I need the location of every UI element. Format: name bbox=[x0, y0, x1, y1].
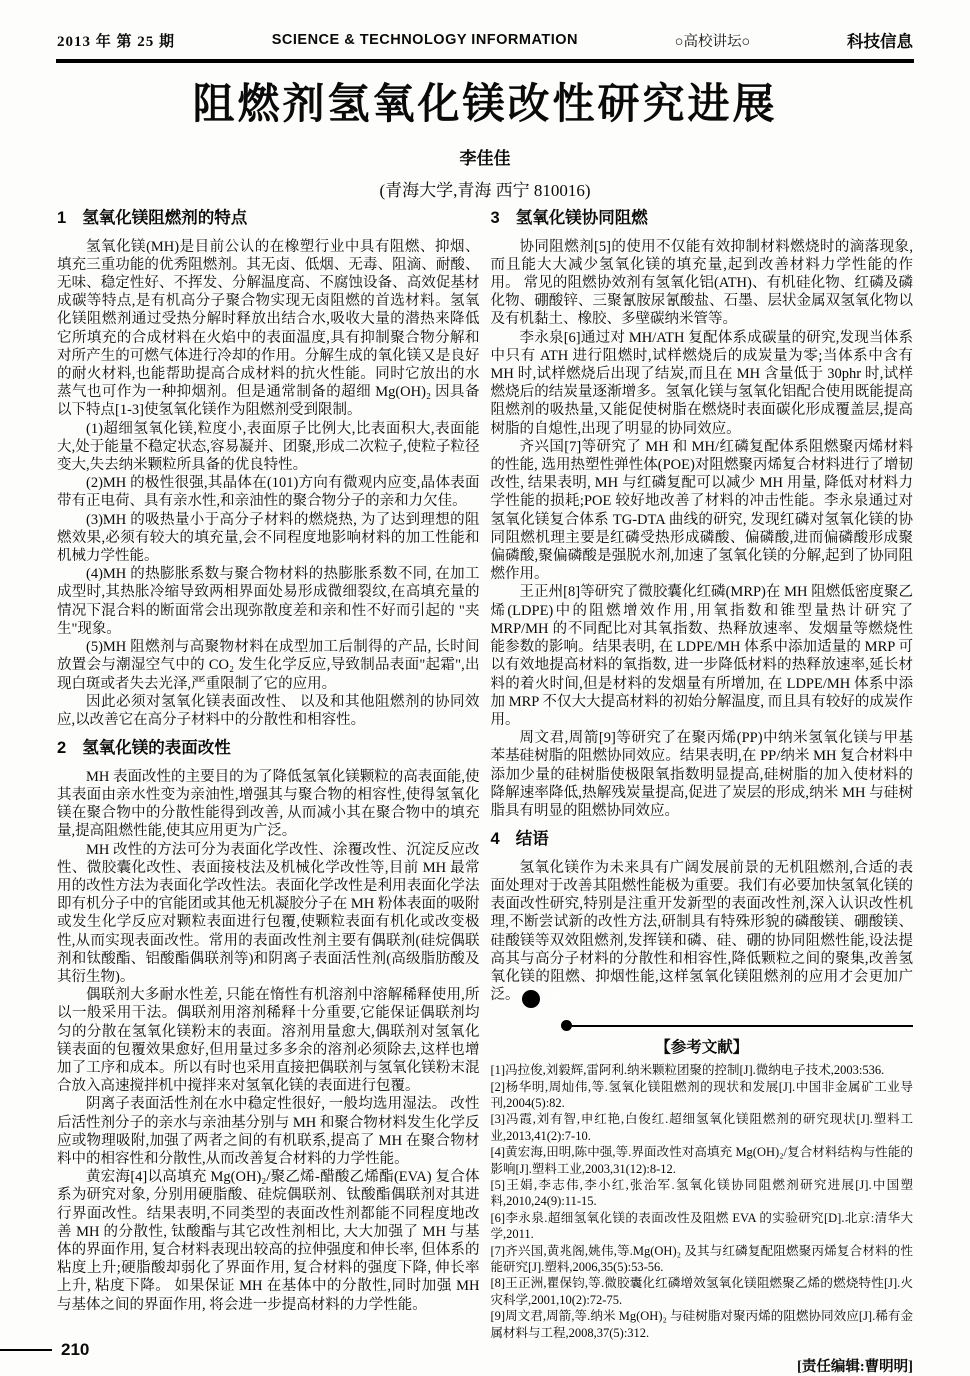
divider-dot bbox=[561, 1020, 572, 1031]
conclusion-paragraph bbox=[491, 859, 914, 1008]
paragraph: 王正州[8]等研究了微胶囊化红磷(MRP)在 MH 阻燃低密度聚乙烯(LDPE)中的阻燃增效作用,用氧指数和锥型量热计研究了 MRP/MH 的不同配比对其氧指数、热释放速率、发烟量等燃烧性能参数的影响。结果表明, 在 LDPE/MH 体系中添加适量的 MRP 可以有效地提高材料的氧指数, 进一步降低材料的热释放速率,延长材料的着火时间,但是材料的发烟量有所增加, 在 LDPE/MH 体系中添加 MRP 不仅大大提高材料的初始分解温度, 而且具有较好的成炭作用。 bbox=[490, 584, 913, 728]
section-3-paragraphs bbox=[491, 238, 914, 821]
section-1-title: 氢氧化镁阻燃剂的特点 bbox=[82, 209, 248, 227]
article-affiliation: (青海大学,青海 西宁 810016) bbox=[379, 181, 591, 201]
section-3-number: 3 bbox=[490, 209, 500, 227]
reference-item: [5]王娟,李志伟,李小红,张治军.氢氧化镁协同阻燃剂研究进展[J].中国塑料,2010,24(9):11-15. bbox=[490, 1178, 913, 1209]
divider-line bbox=[572, 1025, 914, 1027]
section-3-title: 氢氧化镁协同阻燃 bbox=[515, 209, 648, 227]
reference-item: [6]李永泉.超细氢氧化镁的表面改性及阻燃 EVA 的实验研究[D].北京:清华大学,2011. bbox=[490, 1210, 913, 1242]
paragraph: MH 表面改性的主要目的为了降低氢氧化镁颗粒的高表面能,使其表面由亲水性变为亲油性,增强其与聚合物的相容性,使得氢氧化镁在聚合物中的分散性能得到改善, 从而减小其在聚合物中的填充量,提高阻燃性能,使其应用更为广泛。 bbox=[57, 768, 480, 840]
paragraph: 因此必须对氢氧化镁表面改性、 以及和其他阻燃剂的协同效应,以改善它在高分子材料中的分散性和相容性。 bbox=[57, 693, 480, 728]
paragraph: (1)超细氢氧化镁,粒度小,表面原子比例大,比表面积大,表面能大,处于能量不稳定状态,容易凝并、团聚,形成二次粒子,使粒子粒径变大,失去纳米颗粒所具备的优良特性。 bbox=[57, 420, 480, 474]
paragraph: 偶联剂大多耐水性差, 只能在惰性有机溶剂中溶解稀释使用,所以一般采用干法。偶联剂用溶剂稀释十分重要,它能保证偶联剂均匀的分散在氢氧化镁粉末的表面。溶剂用量愈大,偶联剂对氢氧化镁表面的包覆效果愈好,但用量过多多余的溶剂必须除去,这样也增加了工序和成本。所以有时也采用直接把偶联剂与氢氧化镁粉末混合放入高速搅拌机中搅拌来对氢氧化镁的表面进行包覆。 bbox=[57, 987, 480, 1095]
section-4-heading bbox=[491, 829, 914, 850]
editor-credit: [责任编辑:曹明明] bbox=[797, 1359, 913, 1376]
paragraph: 氢氧化镁(MH)是目前公认的在橡塑行业中具有阻燃、抑烟、填充三重功能的优秀阻燃剂。其无卤、低烟、无毒、阻滴、耐酸、无味、稳定性好、不挥发、分解温度高、不腐蚀设备、高效促基材成碳等特点,是有机高分子聚合物实现无卤阻燃的首选材料。氢氧化镁阻燃剂通过受热分解时释放出结合水,吸收大量的潜热来降低它所填充的合成材料在火焰中的表面温度,具有抑制聚合物分解和对所产生的可燃气体进行冷却的作用。分解生成的氧化镁又是良好的耐火材料,也能帮助提高合成材料的抗火性能。同时它放出的水蒸气也可作为一种抑烟剂。但是通常制备的超细 Mg(OH)₂ 因具备以下特点[1-3]使氢氧化镁作为阻燃剂受到限制。 bbox=[57, 238, 480, 419]
section-2-number: 2 bbox=[57, 739, 67, 758]
section-1-number: 1 bbox=[57, 209, 67, 227]
paragraph: 协同阻燃剂[5]的使用不仅能有效抑制材料燃烧时的滴落现象, 而且能大大减少氢氧化镁的填充量,起到改善材料力学性能的作用。 常见的阻燃协效剂有氢氧化铝(ATH)、有机硅化物、红磷及磷化物、硼酸锌、三聚氰胺尿氰酸盐、石墨、层状金属双氢氧化物以及有机黏土、橡胶、多壁碳纳米管等。 bbox=[490, 238, 913, 328]
article-author: 李佳佳 bbox=[459, 149, 511, 169]
right-column bbox=[491, 206, 914, 1376]
section-4-number: 4 bbox=[490, 830, 500, 849]
reference-item: [3]冯霞,刘有智,申红艳,白俊红.超细氢氧化镁阻燃剂的研究现状[J].塑料工业,2013,41(2):7-10. bbox=[490, 1112, 913, 1143]
reference-item: [8]王正洲,瞿保钧,等.微胶囊化红磷增效氢氧化镁阻燃聚乙烯的燃烧特性[J].火灾科学,2001,10(2):72-75. bbox=[490, 1276, 913, 1307]
journal-title-en: SCIENCE & TECHNOLOGY INFORMATION bbox=[271, 32, 579, 48]
section-2-paragraphs bbox=[57, 768, 480, 1314]
reference-item: [9]周文君,周箭,等.纳米 Mg(OH)₂ 与硅树脂对聚丙烯的阻燃协同效应[J].稀有金属材料与工程,2008,37(5):312. bbox=[490, 1309, 913, 1340]
reference-item: [4]黄宏海,田明,陈中强,等.界面改性对高填充 Mg(OH)₂/复合材料结构与性能的影响[J].塑料工业,2003,31(12):8-12. bbox=[490, 1145, 913, 1176]
header-rule bbox=[56, 59, 914, 63]
conclusion-text: 氢氧化镁作为未来具有广阔发展前景的无机阻燃剂,合适的表面处理对于改善其阻燃性能极为重要。我们有必要加快氢氧化镁的表面改性研究,特别是注重开发新型的表面改性剂,深入认识改性机理,不断尝试新的改性方法,研制具有特殊形貌的磷酸镁、硼酸镁、硅酸镁等双效阻燃剂,发挥镁和磷、硅、硼的协同阻燃性能,设法提高其与高分子材料的分散性和相容性,降低颗粒之间的聚集,改善氢氧化镁的阻燃、抑烟性能,这样氢氧化镁阻燃剂的应用才会更加广泛。 bbox=[490, 859, 913, 1004]
section-2-title: 氢氧化镁的表面改性 bbox=[82, 739, 231, 758]
title-block bbox=[57, 80, 913, 201]
paragraph: 阴离子表面活性剂在水中稳定性很好, 一般均选用湿法。 改性后活性剂分子的亲水与亲油基分别与 MH 和聚合物材料发生化学反应或物理吸附,加强了两者之间的有机联系,提高了 MH 在聚合物材料中的相容性和分散性,从而改善复合材料的力学性能。 bbox=[57, 1096, 480, 1167]
issue-info: 2013 年 第 25 期 bbox=[57, 33, 176, 50]
reference-item: [7]齐兴国,黄兆阁,姚伟,等.Mg(OH)₂ 及其与红磷复配阻燃聚丙烯复合材料的性能研究[J].塑料,2006,35(5):53-56. bbox=[490, 1243, 913, 1275]
references-heading: 【参考文献】 bbox=[655, 1039, 749, 1057]
page-number: 210 bbox=[61, 1340, 90, 1359]
section-1-paragraphs bbox=[57, 238, 480, 729]
body-columns bbox=[57, 206, 913, 1376]
section-2-heading bbox=[57, 738, 480, 759]
paragraph: (3)MH 的吸热量小于高分子材料的燃烧热, 为了达到理想的阻燃效果,必须有较大的填充量,会不同程度地影响材料的加工性能和机械力学性能。 bbox=[57, 511, 480, 565]
end-of-article-mark: 科 bbox=[522, 990, 540, 1008]
paragraph: 周文君,周箭[9]等研究了在聚丙烯(PP)中纳米氢氧化镁与甲基苯基硅树脂的阻燃协同效应。结果表明,在 PP/纳米 MH 复合材料中添加少量的硅树脂使极限氧指数明显提高,硅树脂的加入使材料的降解速率降低,热解残炭量提高,促进了炭层的形成,纳米 MH 与硅树脂具有明显的阻燃协同效应。 bbox=[490, 730, 913, 819]
paragraph: 齐兴国[7]等研究了 MH 和 MH/红磷复配体系阻燃聚丙烯材料的性能, 选用热塑性弹性体(POE)对阻燃聚丙烯复合材料进行了增韧改性, 结果表明, MH 与红磷复配可以减少 MH 用量, 降低对材料力学性能的损耗;POE 较好地改善了材料的冲击性能。李永泉通过对氢氧化镁复合体系 TG-DTA 曲线的研究, 发现红磷对氢氧化镁的协同阻燃机理主要是红磷受热形成磷酸、偏磷酸,进而偏磷酸形成聚偏磷酸,聚偏磷酸是强脱水剂,加速了氢氧化镁的分解,起到了协同阻燃作用。 bbox=[490, 438, 913, 583]
reference-item: [2]杨华明,周灿伟,等.氢氧化镁阻燃剂的现状和发展[J].中国非金属矿工业导刊,2004(5):82. bbox=[490, 1079, 913, 1110]
references-divider bbox=[561, 1020, 914, 1031]
paragraph: (4)MH 的热膨胀系数与聚合物材料的热膨胀系数不同, 在加工成型时,其热胀冷缩导致两相界面处易形成微细裂纹,在高填充量的情况下混合料的断面常会出现弥散度差和亲和性不好而引起的 "夹生"现象。 bbox=[57, 566, 480, 637]
reference-item: [1]冯拉俊,刘毅辉,雷阿利.纳米颗粒团聚的控制[J].微纳电子技术,2003:536. bbox=[490, 1063, 885, 1078]
section-4-title: 结语 bbox=[515, 830, 549, 849]
paragraph: (2)MH 的极性很强,其晶体在(101)方向有微观内应变,晶体表面带有正电荷、具有亲水性,和亲油性的聚合物分子的亲和力欠佳。 bbox=[57, 475, 480, 510]
article-title: 阻燃剂氢氧化镁改性研究进展 bbox=[192, 82, 778, 128]
section-3-heading bbox=[491, 208, 914, 229]
paragraph: 李永泉[6]通过对 MH/ATH 复配体系成碳量的研究,发现当体系中只有 ATH 进行阻燃时,试样燃烧后的成炭量为零;当体系中含有 MH 时,试样燃烧后出现了结炭,而且在 MH 含量低于 30phr 时,试样燃烧后的结炭量逐渐增多。氢氧化镁与氢氧化铝配合使用既能提高阻燃剂的吸热量,又能促使树脂在燃烧时表面碳化形成覆盖层,提高树脂的自熄性,出现了明显的协同效应。 bbox=[490, 329, 913, 437]
paragraph: 黄宏海[4]以高填充 Mg(OH)₂/聚乙烯-醋酸乙烯酯(EVA) 复合体系为研究对象, 分别用硬脂酸、硅烷偶联剂、钛酸酯偶联剂对其进行界面改性。结果表明,不同类型的表面改性剂都能不同程度地改善 MH 的分散性, 钛酸酯与其它改性剂相比, 大大加强了 MH 与基体的界面作用, 复合材料表现出较高的拉伸强度和伸长率, 但体系的粘度上升;硬脂酸却弱化了界面作用, 复合材料的强度下降, 伸长率上升, 粘度下降。 如果保证 MH 在基体中的分散性,同时加强 MH 与基体之间的界面作用, 将会进一步提高材料的力学性能。 bbox=[57, 1169, 480, 1313]
journal-title-cn: 科技信息 bbox=[846, 33, 913, 51]
footer-rule bbox=[0, 1349, 52, 1352]
paragraph: MH 改性的方法可分为表面化学改性、涂覆改性、沉淀反应改性、微胶囊化改性、表面接枝法及机械化学改性等,目前 MH 最常用的改性方法为表面化学改性法。表面化学改性是利用表面化学法即有机分子中的官能团或其他无机凝胶分子在 MH 粉体表面的吸附或发生化学反应对颗粒表面进行包覆,使颗粒表面有机化或改变极性,从而实现表面改性。常用的表面改性剂主要有偶联剂(硅烷偶联剂和钛酸酯、铝酸酯偶联剂等)和阴离子表面活性剂(高级脂肪酸及其衍生物)。 bbox=[57, 841, 480, 985]
section-1-heading bbox=[57, 208, 480, 229]
reference-list bbox=[491, 1062, 914, 1341]
paragraph: (5)MH 阻燃剂与高聚物材料在成型加工后制得的产品, 长时间放置会与潮湿空气中的 CO₂ 发生化学反应,导致制品表面"起霜",出现白斑或者失去光泽,严重限制了它的应用。 bbox=[57, 639, 480, 692]
column-name: ○高校讲坛○ bbox=[674, 33, 751, 50]
running-head bbox=[57, 28, 913, 52]
page-footer bbox=[0, 1340, 89, 1360]
left-column bbox=[57, 206, 480, 1376]
